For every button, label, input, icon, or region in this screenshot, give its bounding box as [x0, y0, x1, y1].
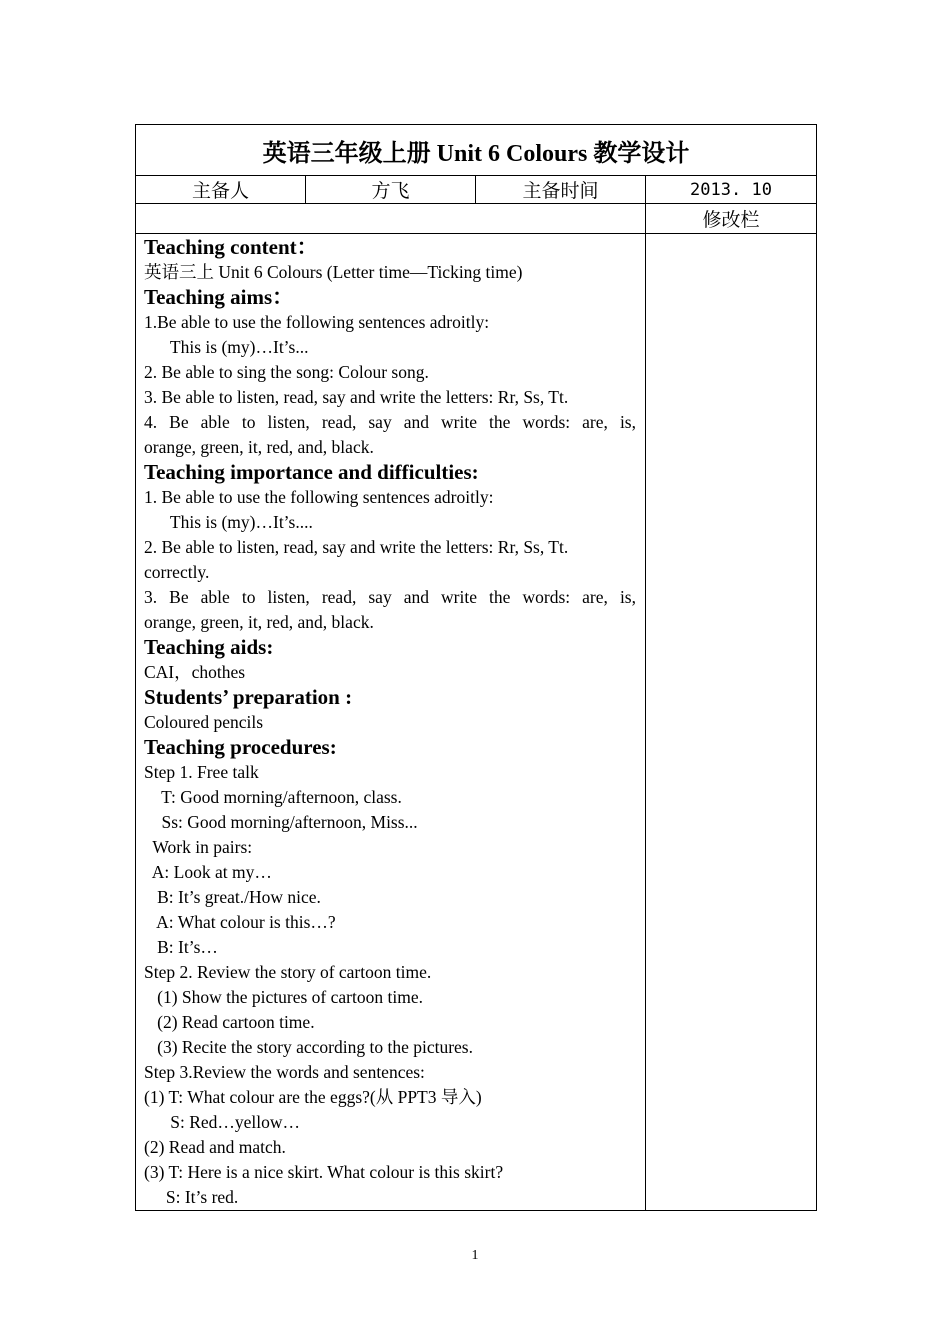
procedure-line: (1) T: What colour are the eggs?(从 PPT3 导入) — [144, 1087, 482, 1107]
procedure-line: (2) Read cartoon time. — [144, 1012, 315, 1032]
procedure-line: B: It’s… — [144, 937, 218, 957]
revision-column-header: 修改栏 — [646, 204, 817, 234]
aim-line: 3. Be able to listen, read, say and write the letters: Rr, Ss, Tt. — [144, 387, 569, 407]
importance-line: This is (my)…It’s.... — [144, 512, 313, 532]
procedure-line: (3) T: Here is a nice skirt. What colour is this skirt? — [144, 1162, 504, 1182]
students-preparation-text: Coloured pencils — [144, 712, 264, 732]
procedure-line: (3) Recite the story according to the pictures. — [144, 1037, 473, 1057]
teaching-procedures-heading: Teaching procedures: — [144, 735, 337, 759]
procedure-line: Step 1. Free talk — [144, 762, 259, 782]
aim-line: orange, green, it, red, and, black. — [144, 437, 374, 457]
prep-time-value: 2013. 10 — [646, 176, 817, 204]
lesson-plan-table — [135, 124, 817, 1211]
procedure-line: Work in pairs: — [144, 837, 253, 857]
document-title: 英语三年级上册 Unit 6 Colours 教学设计 — [136, 125, 817, 176]
procedure-line: Step 2. Review the story of cartoon time. — [144, 962, 432, 982]
page-number: 1 — [471, 1248, 479, 1263]
lesson-content-cell — [136, 234, 646, 1211]
preparer-name: 方飞 — [306, 176, 476, 204]
importance-heading: Teaching importance and difficulties: — [144, 460, 479, 484]
procedure-line: (2) Read and match. — [144, 1137, 286, 1157]
revision-column — [646, 234, 817, 1211]
teaching-content-heading: Teaching content： — [144, 235, 318, 259]
students-preparation-heading: Students’ preparation : — [144, 685, 353, 709]
procedure-line: (1) Show the pictures of cartoon time. — [144, 987, 423, 1007]
aim-line: 2. Be able to sing the song: Colour song. — [144, 362, 429, 382]
procedure-line: S: Red…yellow… — [144, 1112, 301, 1132]
blank-header-cell — [136, 204, 646, 234]
procedure-line: Step 3.Review the words and sentences: — [144, 1062, 425, 1082]
importance-line: 1. Be able to use the following sentences adroitly: — [144, 487, 494, 507]
procedure-line: S: It’s red. — [144, 1187, 239, 1207]
importance-line: 3. Be able to listen, read, say and write the words: are, is, — [144, 587, 636, 607]
aim-line: This is (my)…It’s... — [144, 337, 309, 357]
procedure-line: Ss: Good morning/afternoon, Miss... — [144, 812, 418, 832]
importance-line: correctly. — [144, 562, 210, 582]
teaching-aims-heading: Teaching aims： — [144, 285, 294, 309]
teaching-aids-heading: Teaching aids: — [144, 635, 274, 659]
aim-line: 1.Be able to use the following sentences adroitly: — [144, 312, 490, 332]
procedure-line: B: It’s great./How nice. — [144, 887, 321, 907]
preparer-label: 主备人 — [136, 176, 306, 204]
teaching-aids-text: CAI，chothes — [144, 662, 246, 682]
prep-time-label: 主备时间 — [476, 176, 646, 204]
importance-line: orange, green, it, red, and, black. — [144, 612, 374, 632]
procedure-line: A: What colour is this…? — [144, 912, 336, 932]
teaching-content-text: 英语三上 Unit 6 Colours (Letter time—Ticking time) — [144, 262, 523, 282]
procedure-line: T: Good morning/afternoon, class. — [144, 787, 402, 807]
procedure-line: A: Look at my… — [144, 862, 272, 882]
aim-line: 4. Be able to listen, read, say and write the words: are, is, — [144, 412, 636, 432]
importance-line: 2. Be able to listen, read, say and write the letters: Rr, Ss, Tt. — [144, 537, 569, 557]
